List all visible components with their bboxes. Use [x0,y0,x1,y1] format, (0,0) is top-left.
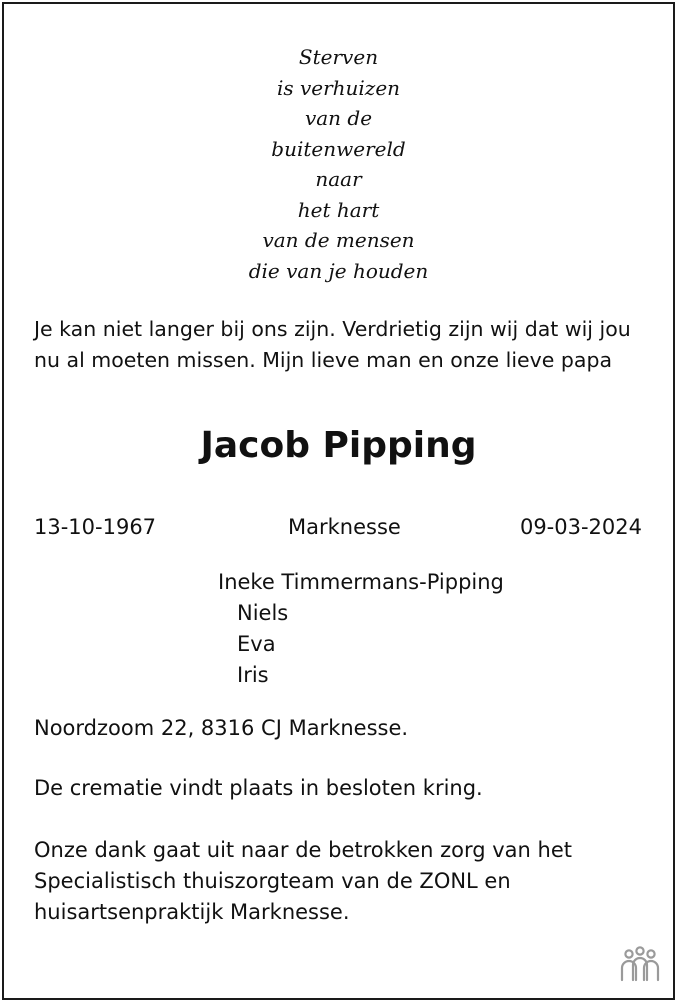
intro-text [34,314,654,376]
cremation-line: De crematie vindt plaats in besloten kring. [34,776,483,800]
child-name: Niels [237,601,289,625]
poem-line: buitenwereld [271,136,406,161]
poem [0,42,677,286]
poem-line: van de [304,106,373,130]
cremation-note [34,773,654,804]
family-list [218,567,504,691]
people-group-icon [617,946,663,984]
thanks-line: Onze dank gaat uit naar de betrokken zorg van het [34,838,572,862]
intro-line: Je kan niet langer bij ons zijn. Verdrietig zijn wij dat wij jou [34,317,631,341]
poem-line: Sterven [298,45,379,69]
poem-line: naar [315,167,362,191]
thanks-note [34,835,654,928]
child-name: Iris [237,663,269,687]
death-date: 09-03-2024 [519,515,642,539]
thanks-line: huisartsenpraktijk Marknesse. [34,900,350,924]
place: Marknesse [288,515,401,539]
poem-line: die van je houden [248,258,429,283]
child-name: Eva [237,632,276,656]
thanks-line: Specialistisch thuiszorgteam van de ZONL en [34,869,511,893]
birth-date: 13-10-1967 [34,515,157,539]
deceased-name: Jacob Pipping [200,425,477,466]
poem-line: is verhuizen [276,75,401,100]
spouse-name: Ineke Timmermans-Pipping [218,570,504,594]
address [34,713,654,744]
poem-line: het hart [297,197,380,222]
life-dates [34,512,642,542]
address-line: Noordzoom 22, 8316 CJ Marknesse. [34,716,409,740]
poem-line: van de mensen [262,228,415,252]
intro-line: nu al moeten missen. Mijn lieve man en onze lieve papa [34,348,613,372]
